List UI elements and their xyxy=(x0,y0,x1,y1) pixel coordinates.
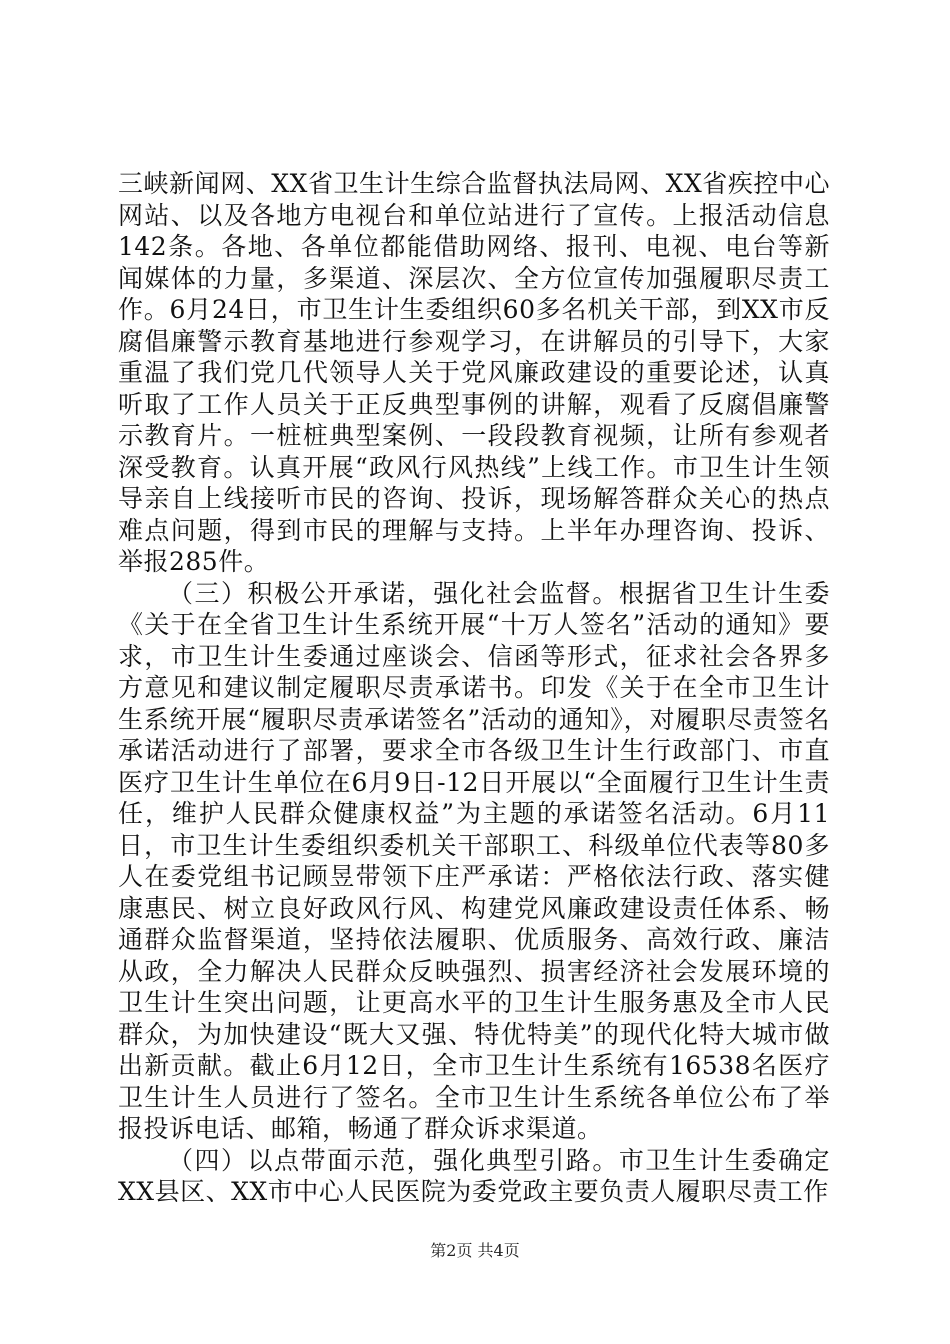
paragraph-public-commitment: （三）积极公开承诺，强化社会监督。根据省卫生计生委《关于在全省卫生计生系统开展“十万人签名”活动的通知》要求，市卫生计生委通过座谈会、信函等形式，征求社会各界多方意见和建议制定履职尽责承诺书。印发《关于在全市卫生计生系统开展“履职尽责承诺签名”活动的通知》，对履职尽责签名承诺活动进行了部署，要求全市各级卫生计生行政部门、市直医疗卫生计生单位在6月9日-12日开展以“全面履行卫生计生责任，维护人民群众健康权益”为主题的承诺签名活动。6月11日，市卫生计生委组织委机关干部职工、科级单位代表等80多人在委党组书记顾昱带领下庄严承诺：严格依法行政、落实健康惠民、树立良好政风行风、构建党风廉政建设责任体系、畅通群众监督渠道，坚持依法履职、优质服务、高效行政、廉洁从政，全力解决人民群众反映强烈、损害经济社会发展环境的卫生计生突出问题，让更高水平的卫生计生服务惠及全市人民群众，为加快建设“既大又强、特优特美”的现代化特大城市做出新贡献。截止6月12日，全市卫生计生系统有16538名医疗卫生计生人员进行了签名。全市卫生计生系统各单位公布了举报投诉电话、邮箱，畅通了群众诉求渠道。 xyxy=(118,578,830,1143)
paragraph-demonstration: （四）以点带面示范，强化典型引路。市卫生计生委确定XX县区、XX市中心人民医院为委党政主要负责人履职尽责工作 xyxy=(118,1145,830,1206)
paragraph-publicity: 三峡新闻网、XX省卫生计生综合监督执法局网、XX省疾控中心网站、以及各地方电视台和单位站进行了宣传。上报活动信息142条。各地、各单位都能借助网络、报刊、电视、电台等新闻媒体的力量，多渠道、深层次、全方位宣传加强履职尽责工作。6月24日，市卫生计生委组织60多名机关干部，到XX市反腐倡廉警示教育基地进行参观学习，在讲解员的引导下，大家重温了我们党几代领导人关于党风廉政建设的重要论述，认真听取了工作人员关于正反典型事例的讲解，观看了反腐倡廉警示教育片。一桩桩典型案例、一段段教育视频，让所有参观者深受教育。认真开展“政风行风热线”上线工作。市卫生计生领导亲自上线接听市民的咨询、投诉，现场解答群众关心的热点难点问题，得到市民的理解与支持。上半年办理咨询、投诉、举报285件。 xyxy=(118,169,830,576)
document-body xyxy=(118,168,830,1208)
page-number-footer: 第2页 共4页 xyxy=(430,1241,520,1260)
